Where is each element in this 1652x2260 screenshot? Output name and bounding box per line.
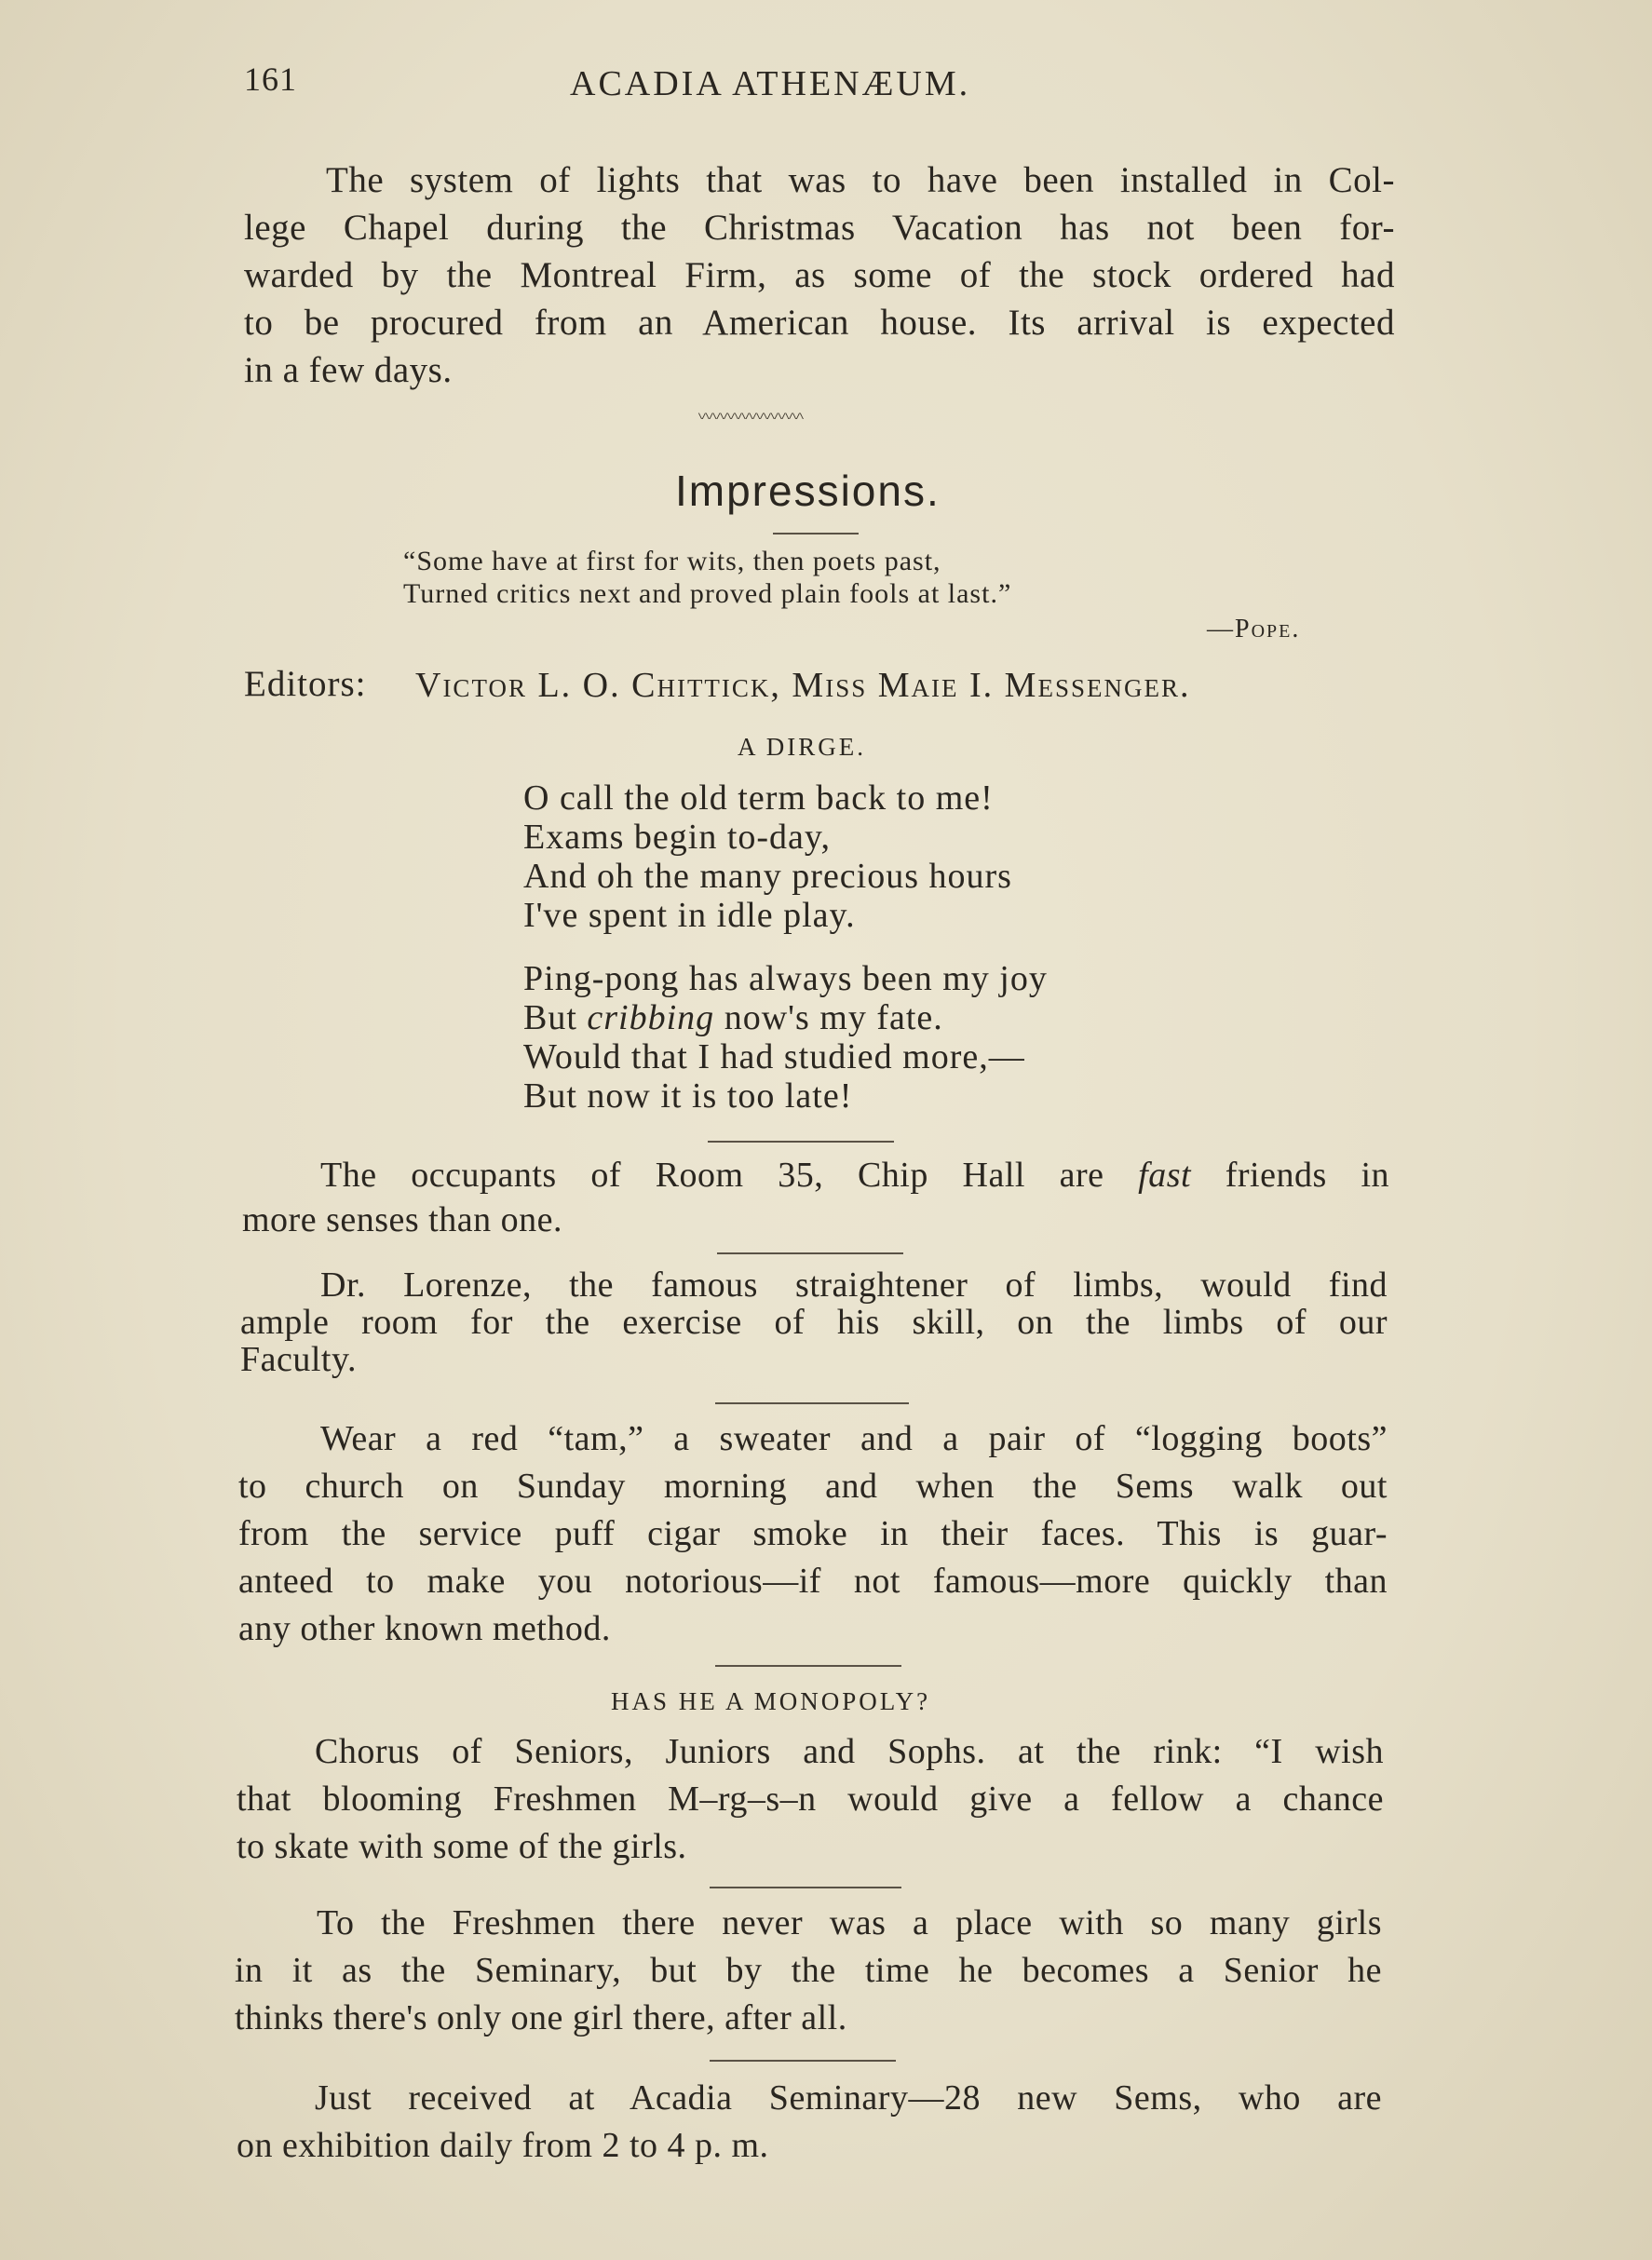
text-line: to skate with some of the girls.: [237, 1827, 687, 1866]
editors-names: Victor L. O. Chittick, Miss Maie I. Messenger.: [415, 666, 1191, 705]
text-line: Wear a red “tam,” a sweater and a pair of “logging boots”: [320, 1419, 1388, 1458]
text-line: anteed to make you notorious—if not famous—more quickly than: [238, 1562, 1388, 1601]
text-line: in it as the Seminary, but by the time he becomes a Senior he: [235, 1951, 1382, 1990]
text-line: any other known method.: [238, 1609, 611, 1648]
text-line: Just received at Acadia Seminary—28 new Sems, who are: [315, 2078, 1382, 2118]
lorenze-paragraph: [240, 1266, 1388, 1378]
verse-line: I've spent in idle play.: [523, 896, 856, 935]
verse-line: Would that I had studied more,—: [523, 1037, 1025, 1076]
text-segment: friends in: [1191, 1156, 1389, 1195]
verse-line: But now it is too late!: [523, 1076, 853, 1116]
text-line: more senses than one.: [242, 1200, 562, 1239]
text-line: Faculty.: [240, 1340, 358, 1379]
text-line: Dr. Lorenze, the famous straightener of limbs, would find: [320, 1265, 1388, 1305]
emphasis: cribbing: [587, 998, 715, 1037]
verse-line: [523, 998, 1048, 1037]
text-line: on exhibition daily from 2 to 4 p. m.: [237, 2126, 769, 2165]
separator-rule: [708, 1141, 894, 1143]
freshmen-paragraph: [235, 1900, 1382, 2042]
epigraph-line: Turned critics next and proved plain fools at last.”: [403, 578, 1012, 609]
text-line: To the Freshmen there never was a place with so many girls: [317, 1903, 1382, 1942]
text-line: warded by the Montreal Firm, as some of the stock ordered had: [244, 255, 1395, 295]
text-line: ample room for the exercise of his skill, on the limbs of our: [240, 1303, 1388, 1342]
dirge-title: A DIRGE.: [738, 733, 866, 761]
epigraph-line: “Some have at first for wits, then poets past,: [403, 546, 941, 576]
text-line: The system of lights that was to have been installed in Col-: [326, 160, 1395, 200]
lights-paragraph: [244, 156, 1395, 394]
running-title: ACADIA ATHENÆUM.: [570, 64, 971, 103]
text-line: [242, 1153, 1389, 1198]
ornament-divider: \/\/\/\/\/\/\/\/\/\/\/\/\/\/\: [698, 412, 804, 422]
verse-text: now's my fate.: [714, 998, 943, 1037]
section-title: Impressions.: [675, 467, 941, 515]
verse-line: O call the old term back to me!: [523, 778, 994, 818]
emphasis: fast: [1138, 1156, 1192, 1195]
separator-rule: [710, 2060, 896, 2062]
verse-text: But: [523, 998, 588, 1037]
dirge-stanza-2: [523, 959, 1048, 1116]
text-line: to church on Sunday morning and when the Sems walk out: [238, 1467, 1388, 1506]
verse-line: Ping-pong has always been my joy: [523, 959, 1048, 998]
title-underline: [773, 533, 859, 535]
separator-rule: [710, 1887, 901, 1888]
text-line: that blooming Freshmen M–rg–s–n would give a fellow a chance: [237, 1780, 1384, 1819]
text-line: from the service puff cigar smoke in their faces. This is guar-: [238, 1514, 1388, 1553]
epigraph-attribution: —Pope.: [1207, 615, 1301, 643]
page-number: 161: [244, 61, 297, 98]
text-line: to be procured from an American house. Its arrival is expected: [244, 303, 1395, 343]
verse-line: And oh the many precious hours: [523, 857, 1012, 896]
seminary-paragraph: [237, 2075, 1382, 2170]
monopoly-title: HAS HE A MONOPOLY?: [611, 1687, 931, 1715]
editors-label: Editors:: [244, 664, 367, 704]
separator-rule: [715, 1402, 909, 1404]
text-segment: The occupants of Room 35, Chip Hall are: [320, 1156, 1139, 1195]
text-line: thinks there's only one girl there, after all.: [235, 1998, 847, 2037]
text-line: lege Chapel during the Christmas Vacation has not been for-: [244, 208, 1395, 248]
monopoly-paragraph: [237, 1728, 1384, 1871]
text-line: in a few days.: [244, 350, 453, 390]
separator-rule: [715, 1665, 901, 1667]
tam-paragraph: [238, 1415, 1388, 1653]
verse-line: Exams begin to-day,: [523, 818, 831, 857]
room35-paragraph: [242, 1153, 1389, 1242]
separator-rule: [717, 1252, 903, 1254]
text-line: Chorus of Seniors, Juniors and Sophs. at the rink: “I wish: [315, 1732, 1384, 1771]
dirge-stanza-1: [523, 778, 1012, 935]
